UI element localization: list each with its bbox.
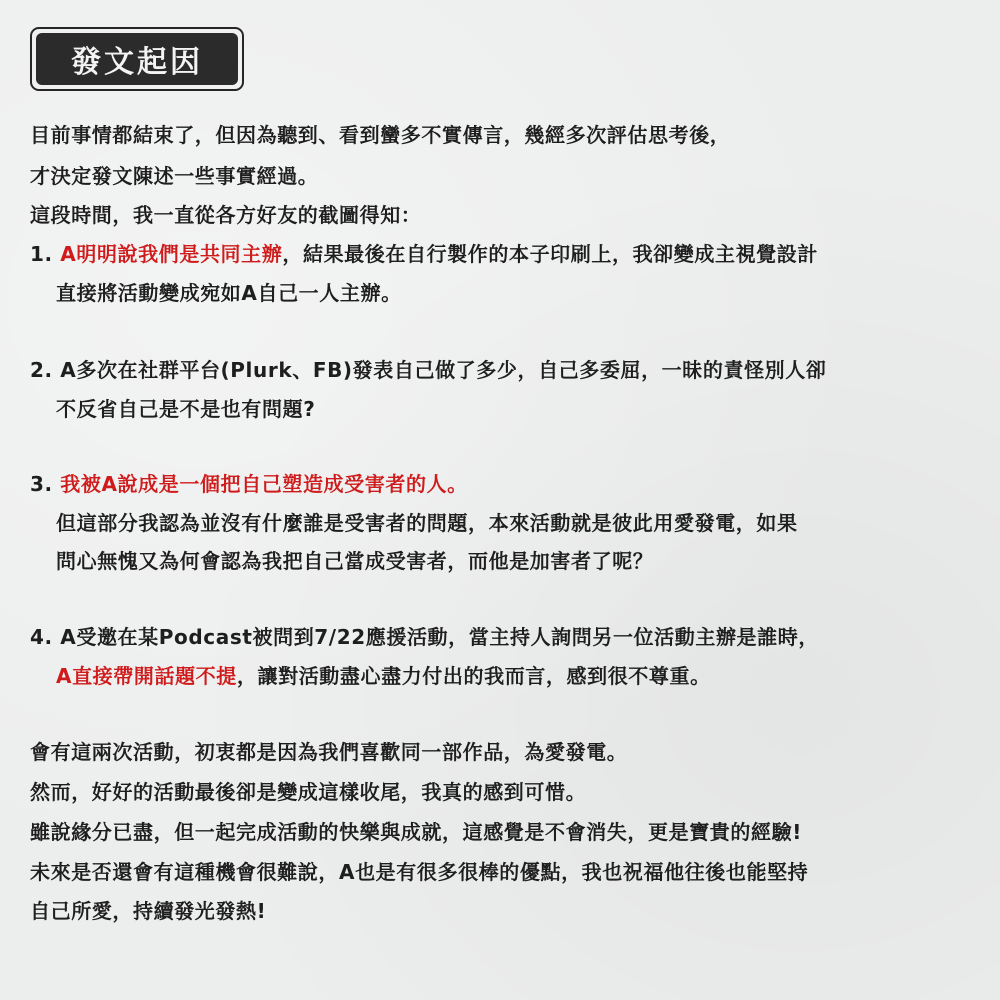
intro-line-1: 目前事情都結束了，但因為聽到、看到蠻多不實傳言，幾經多次評估思考後，: [30, 123, 731, 147]
point-2-line-2: 不反省自己是不是也有問題?: [56, 397, 316, 421]
intro-line-2: 才決定發文陳述一些事實經過。: [30, 164, 319, 188]
closing-line-2: 然而，好好的活動最後卻是變成這樣收尾，我真的感到可惜。: [30, 780, 587, 804]
point-2-text: A多次在社群平台(Plurk、FB)發表自己做了多少，自己多委屈，一昧的責怪別人卻: [60, 358, 827, 382]
point-1-number: 1.: [30, 242, 61, 266]
point-4-line-1: [30, 623, 819, 651]
point-3-line-3: 問心無愧又為何會認為我把自己當成受害者，而他是加害者了呢？: [56, 549, 654, 573]
point-1-text: ，結果最後在自行製作的本子印刷上，我卻變成主視覺設計: [282, 242, 818, 266]
point-3-line-1: [30, 470, 468, 498]
point-3-number: 3.: [30, 472, 61, 496]
point-1-line-1: [30, 240, 818, 268]
point-2-line-1: [30, 356, 826, 384]
point-3-line-2: 但這部分我認為並沒有什麼誰是受害者的問題，本來活動就是彼此用愛發電，如果: [56, 511, 798, 535]
point-4-highlight: A直接帶開話題不提: [56, 664, 237, 688]
point-4-number: 4.: [30, 625, 61, 649]
closing-line-4: 未來是否還會有這種機會很難說，A也是有很多很棒的優點，我也祝福他往後也能堅持: [30, 860, 809, 884]
closing-line-5: 自己所愛，持續發光發熱!: [30, 899, 267, 923]
point-4-line-2: [56, 662, 711, 690]
point-2-number: 2.: [30, 358, 61, 382]
point-1-line-2: 直接將活動變成宛如A自己一人主辦。: [56, 281, 402, 305]
point-4-text-2: ，讓對活動盡心盡力付出的我而言，感到很不尊重。: [236, 664, 711, 688]
closing-line-3: 雖說緣分已盡，但一起完成活動的快樂與成就，這感覺是不會消失，更是寶貴的經驗!: [30, 820, 802, 844]
intro-line-3: 這段時間，我一直從各方好友的截圖得知：: [30, 203, 422, 227]
closing-line-1: 會有這兩次活動，初衷都是因為我們喜歡同一部作品，為愛發電。: [30, 740, 628, 764]
point-3-highlight: 我被A說成是一個把自己塑造成受害者的人。: [60, 472, 468, 496]
title-badge: [30, 27, 244, 91]
page-title: 發文起因: [36, 33, 238, 85]
point-1-highlight: A明明說我們是共同主辦: [60, 242, 283, 266]
point-4-text: A受邀在某Podcast被問到7/22應援活動，當主持人詢問另一位活動主辦是誰時，: [60, 625, 819, 649]
